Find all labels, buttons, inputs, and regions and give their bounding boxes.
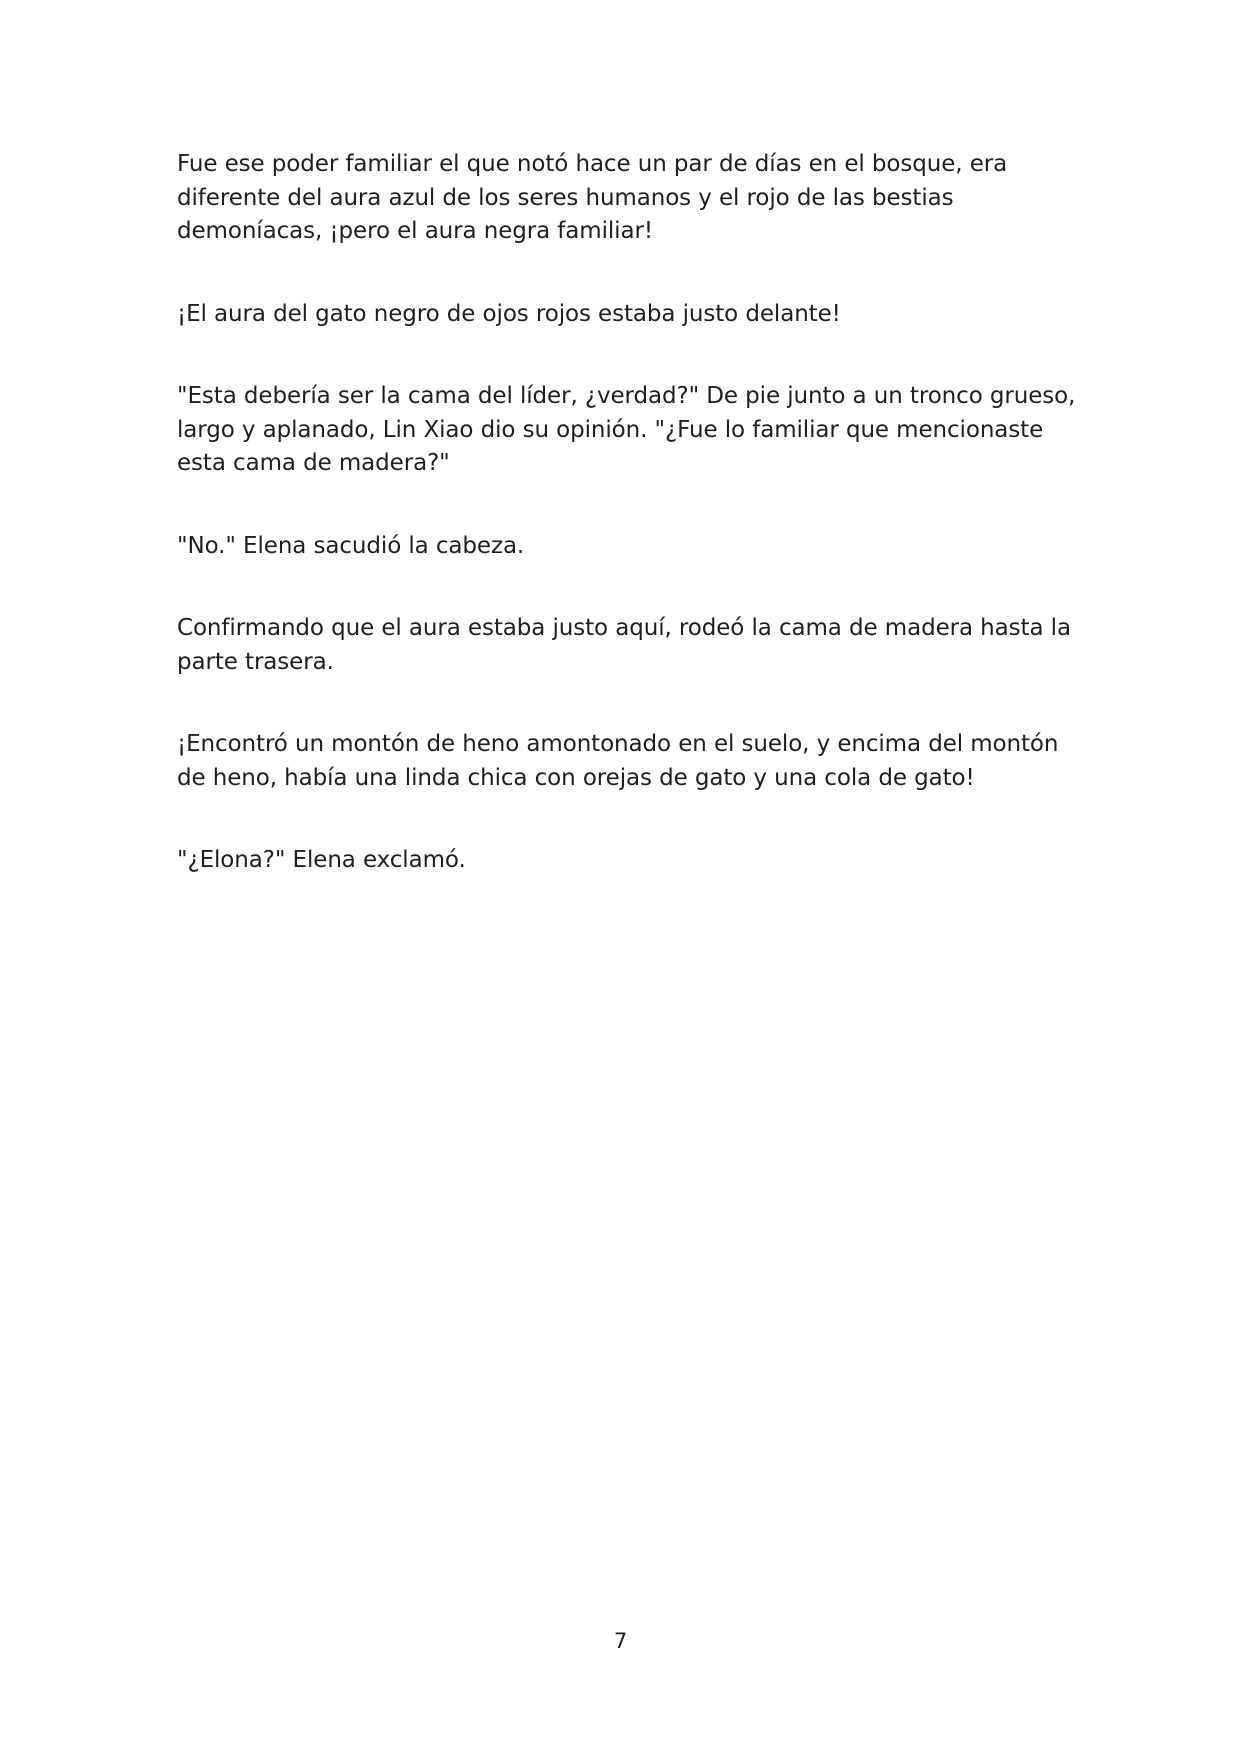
page-number: 7 [613, 1629, 628, 1653]
paragraph: Fue ese poder familiar el que notó hace un par de días en el bosque, era diferente del aura azul de los seres humanos y el rojo de las bestias demoníacas, ¡pero el aura negra familiar! [177, 151, 1008, 244]
paragraph: "Esta debería ser la cama del líder, ¿verdad?" De pie junto a un tronco grueso, largo y aplanado, Lin Xiao dio su opinión. "¿Fue lo familiar que mencionaste esta cama de madera?" [177, 383, 1076, 476]
paragraph: ¡El aura del gato negro de ojos rojos estaba justo delante! [177, 300, 841, 327]
paragraph: "No." Elena sacudió la cabeza. [177, 532, 525, 559]
paragraph: Confirmando que el aura estaba justo aquí, rodeó la cama de madera hasta la parte trasera. [177, 615, 1071, 675]
paragraph: "¿Elona?" Elena exclamó. [177, 847, 466, 873]
body-text [177, 148, 1077, 927]
paragraph: ¡Encontró un montón de heno amontonado en el suelo, y encima del montón de heno, había una linda chica con orejas de gato y una cola de gato! [177, 731, 1059, 791]
